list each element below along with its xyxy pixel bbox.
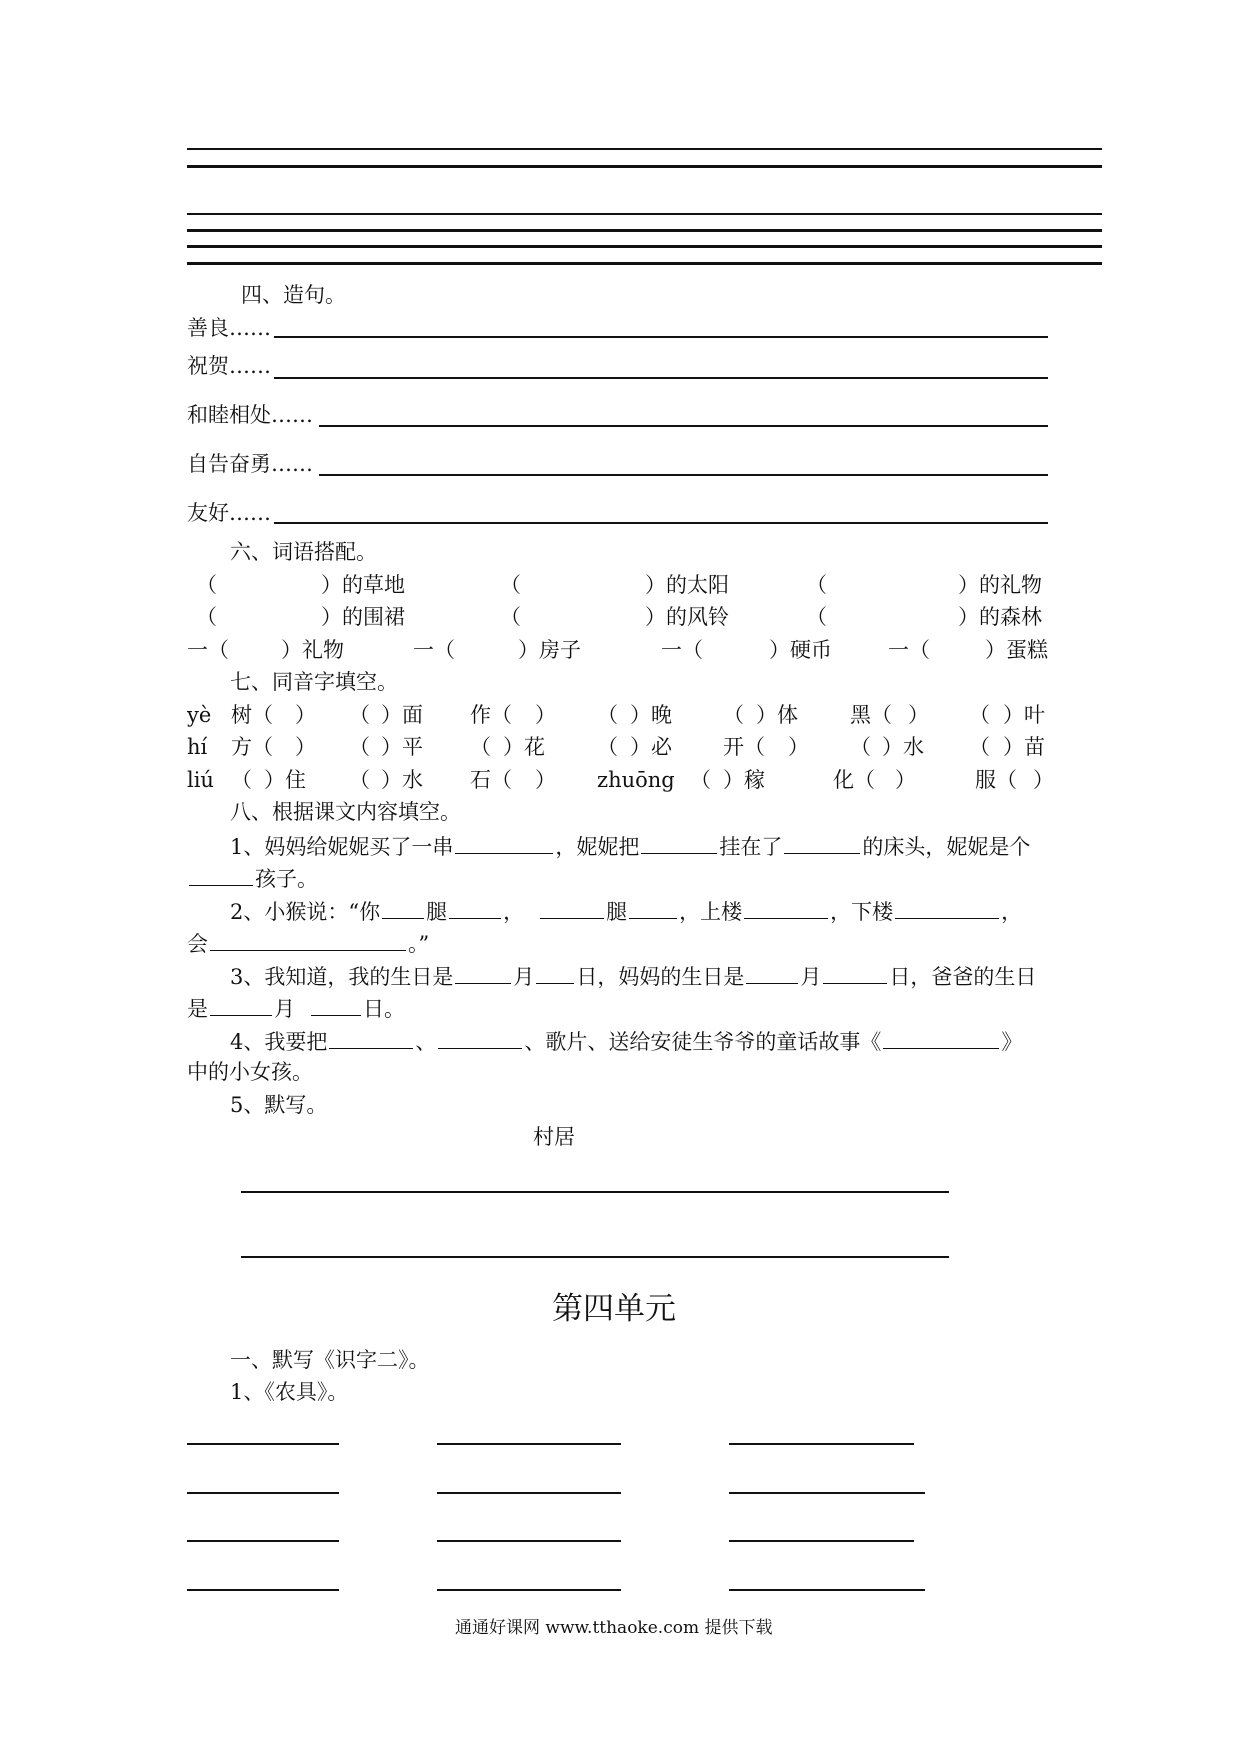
- match-phrase: ）的草地: [321, 573, 405, 597]
- measure-prefix: 一（: [888, 638, 930, 662]
- match-phrase: ）的礼物: [958, 573, 1042, 597]
- writing-line: [187, 148, 1102, 150]
- measure-noun: ）房子: [518, 638, 581, 662]
- question-4-cont: 中的小女孩。: [187, 1060, 313, 1084]
- sentence-word: 和睦相处……: [187, 403, 313, 427]
- dictation-line: [437, 1540, 621, 1542]
- answer-blank[interactable]: [210, 932, 406, 951]
- measure-prefix: 一（: [187, 638, 229, 662]
- answer-line: [319, 474, 1048, 476]
- pinyin: hí: [187, 735, 208, 759]
- answer-blank[interactable]: [784, 835, 860, 854]
- homophone-item: ）: [535, 768, 556, 792]
- paren-open: （: [196, 573, 217, 597]
- homophone-item: ）叶: [1003, 703, 1045, 727]
- unit-title: 第四单元: [552, 1291, 676, 1327]
- measure-noun: ）硬币: [769, 638, 832, 662]
- dictation-line: [187, 1589, 339, 1591]
- answer-blank[interactable]: [455, 835, 553, 854]
- writing-line: [187, 213, 1102, 215]
- homophone-item: ）: [295, 703, 316, 727]
- homophone-item: （: [349, 768, 370, 792]
- sentence-word: 祝贺……: [187, 354, 271, 378]
- homophone-item: 作（: [470, 703, 512, 727]
- paren-open: （: [806, 573, 827, 597]
- question-3-cont: 是 月 日。: [187, 997, 405, 1021]
- sentence-word: 善良……: [187, 316, 271, 340]
- homophone-item: ）: [1033, 768, 1054, 792]
- homophone-item: ）水: [882, 735, 924, 759]
- writing-line: [187, 229, 1102, 232]
- measure-noun: ）蛋糕: [985, 638, 1048, 662]
- writing-line: [187, 165, 1102, 168]
- pinyin: zhuōng: [597, 768, 675, 792]
- answer-blank[interactable]: [382, 900, 424, 919]
- question-5: 5、默写。: [230, 1093, 328, 1117]
- homophone-item: ）苗: [1003, 735, 1045, 759]
- answer-blank[interactable]: [189, 867, 253, 886]
- dictation-line: [437, 1492, 621, 1494]
- answer-blank[interactable]: [823, 965, 887, 984]
- section-heading: 八、根据课文内容填空。: [230, 800, 461, 824]
- answer-line: [319, 425, 1048, 427]
- homophone-item: （: [231, 768, 252, 792]
- question-2: 2、小猴说：“你 腿 ， 腿 ，上楼 ，下楼 ，: [230, 900, 1023, 924]
- writing-line: [187, 262, 1102, 265]
- section-heading: 一、默写《识字二》。: [230, 1348, 430, 1372]
- homophone-item: ）体: [756, 703, 798, 727]
- measure-prefix: 一（: [661, 638, 703, 662]
- dictation-line: [729, 1492, 925, 1494]
- section-heading: 四、造句。: [241, 283, 346, 307]
- sub-question: 1、《农具》。: [230, 1380, 349, 1404]
- measure-noun: ）礼物: [281, 638, 344, 662]
- answer-blank[interactable]: [744, 900, 828, 919]
- answer-blank[interactable]: [540, 900, 604, 919]
- homophone-item: ）稼: [723, 768, 765, 792]
- sentence-word: 自告奋勇……: [187, 452, 313, 476]
- paren-open: （: [500, 605, 521, 629]
- homophone-item: ）必: [630, 735, 672, 759]
- dictation-line: [187, 1540, 339, 1542]
- homophone-item: 石（: [470, 768, 512, 792]
- homophone-item: ）: [535, 703, 556, 727]
- writing-line: [187, 245, 1102, 248]
- answer-blank[interactable]: [438, 1030, 522, 1049]
- homophone-item: （: [723, 703, 744, 727]
- question-2-cont: 会 。”: [187, 932, 430, 956]
- paren-open: （: [806, 605, 827, 629]
- page-footer: 通通好课网 www.tthaoke.com 提供下载: [455, 1618, 773, 1638]
- homophone-item: ）水: [381, 768, 423, 792]
- answer-blank[interactable]: [455, 965, 511, 984]
- pinyin: liú: [187, 768, 214, 792]
- homophone-item: （: [349, 735, 370, 759]
- match-phrase: ）的风铃: [645, 605, 729, 629]
- dictation-line: [187, 1492, 339, 1494]
- homophone-item: ）: [295, 735, 316, 759]
- homophone-item: 开（: [723, 735, 765, 759]
- homophone-item: ）: [908, 703, 929, 727]
- dictation-line: [437, 1589, 621, 1591]
- answer-blank[interactable]: [210, 997, 272, 1016]
- answer-blank[interactable]: [629, 900, 677, 919]
- measure-prefix: 一（: [413, 638, 455, 662]
- homophone-item: （: [597, 735, 618, 759]
- homophone-item: 服（: [975, 768, 1017, 792]
- answer-blank[interactable]: [641, 835, 717, 854]
- answer-blank[interactable]: [329, 1030, 413, 1049]
- dictation-line: [241, 1256, 949, 1258]
- sentence-word: 友好……: [187, 501, 271, 525]
- answer-blank[interactable]: [311, 997, 361, 1016]
- match-phrase: ）的森林: [958, 605, 1042, 629]
- answer-blank[interactable]: [883, 1030, 999, 1049]
- question-3: 3、我知道，我的生日是 月 日，妈妈的生日是 月 日，爸爸的生日: [230, 965, 1037, 989]
- homophone-item: 树（: [231, 703, 273, 727]
- question-4: 4、我要把 、 、歌片、送给安徒生爷爷的童话故事《 》: [230, 1030, 1023, 1054]
- answer-line: [274, 377, 1048, 379]
- dictation-line: [729, 1540, 914, 1542]
- homophone-item: ）: [895, 768, 916, 792]
- homophone-item: （: [470, 735, 491, 759]
- homophone-item: （: [850, 735, 871, 759]
- dictation-line: [187, 1443, 339, 1445]
- paren-open: （: [196, 605, 217, 629]
- match-phrase: ）的太阳: [645, 573, 729, 597]
- homophone-item: ）住: [264, 768, 306, 792]
- dictation-line: [729, 1589, 925, 1591]
- homophone-item: ）: [788, 735, 809, 759]
- question-1-cont: 孩子。: [187, 867, 318, 890]
- paren-open: （: [500, 573, 521, 597]
- homophone-item: 黑（: [850, 703, 892, 727]
- homophone-item: （: [969, 703, 990, 727]
- pinyin: yè: [187, 703, 212, 727]
- homophone-item: （: [969, 735, 990, 759]
- answer-blank[interactable]: [536, 965, 574, 984]
- dictation-line: [241, 1191, 949, 1193]
- match-phrase: ）的围裙: [321, 605, 405, 629]
- section-heading: 七、同音字填空。: [230, 670, 398, 694]
- homophone-item: ）平: [381, 735, 423, 759]
- homophone-item: （: [349, 703, 370, 727]
- homophone-item: （: [597, 703, 618, 727]
- poem-title: 村居: [533, 1125, 575, 1149]
- answer-blank[interactable]: [895, 900, 999, 919]
- homophone-item: ）面: [381, 703, 423, 727]
- answer-blank[interactable]: [449, 900, 501, 919]
- homophone-item: 化（: [833, 768, 875, 792]
- homophone-item: （: [690, 768, 711, 792]
- dictation-line: [437, 1443, 621, 1445]
- answer-line: [274, 522, 1048, 524]
- dictation-line: [729, 1443, 914, 1445]
- section-heading: 六、词语搭配。: [230, 540, 377, 564]
- homophone-item: 方（: [231, 735, 273, 759]
- homophone-item: ）晚: [630, 703, 672, 727]
- answer-line: [274, 336, 1048, 338]
- homophone-item: ）花: [503, 735, 545, 759]
- answer-blank[interactable]: [746, 965, 798, 984]
- question-1: 1、妈妈给妮妮买了一串 ，妮妮把 挂在了 的床头，妮妮是个: [230, 835, 1031, 859]
